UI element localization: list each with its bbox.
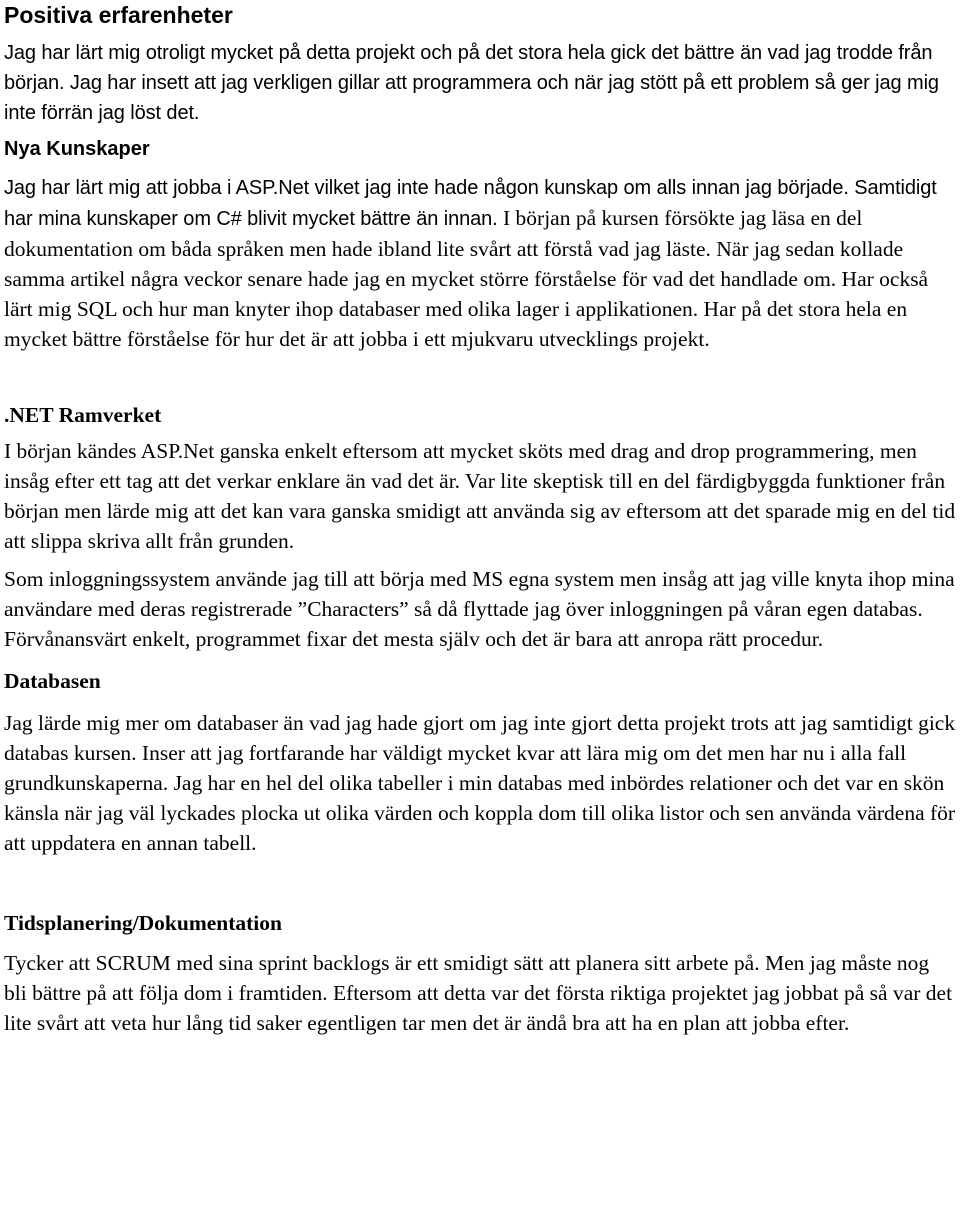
paragraph-nya-kunskaper-serif-part: I början på kursen försökte jag läsa en del dokumentation om båda språken men hade ibland lite svårt att förstå vad jag läste. När jag sedan kollade samma artikel några veckor senare hade jag en mycket större förståelse för vad det handlade om. Har också lärt mig SQL och hur man knyter ihop databaser med olika lager i applikationen. Har på det stora hela en mycket bättre förståelse för hur det är att jobba i ett mjukvaru utvecklings projekt.	[4, 206, 929, 351]
paragraph-nya-kunskaper-sans-part: Jag har lärt mig att jobba i ASP.Net vilket jag inte hade någon kunskap om alls innan jag började. Samtidigt har mina kunskaper om C# blivit mycket bättre än innan.	[4, 177, 937, 230]
heading-databasen: Databasen	[4, 669, 101, 693]
heading-net-ramverket: .NET Ramverket	[4, 403, 162, 427]
paragraph-inloggning: Som inloggningssystem använde jag till att börja med MS egna system men insåg att jag ville knyta ihop mina användare med deras registrerade ”Characters” så då flyttade jag över inloggningen på våran egen databas. Förvånansvärt enkelt, programmet fixar det mesta själv och det är bara att anropa rätt procedur.	[4, 567, 955, 651]
document-page	[4, 0, 956, 1038]
paragraph-net-ramverket: I början kändes ASP.Net ganska enkelt eftersom att mycket sköts med drag and drop programmering, men insåg efter ett tag att det verkar enklare än vad det är. Var lite skeptisk till en del färdigbyggda funktioner från början men lärde mig att det kan vara ganska smidigt att använda sig av eftersom att det sparade mig en del tid att slippa skriva allt från grunden.	[4, 439, 956, 553]
paragraph-databasen: Jag lärde mig mer om databaser än vad jag hade gjort om jag inte gjort detta projekt trots att jag samtidigt gick databas kursen. Inser att jag fortfarande har väldigt mycket kvar att lära mig om det men har nu i alla fall grundkunskaperna. Jag har en hel del olika tabeller i min databas med inbördes relationer och det var en skön känsla när jag väl lyckades plocka ut olika värden och koppla dom till olika listor och sen använda värdena för att uppdatera en annan tabell.	[4, 711, 956, 855]
heading-tidsplanering: Tidsplanering/Dokumentation	[4, 911, 282, 935]
heading-positiva-erfarenheter: Positiva erfarenheter	[4, 2, 233, 28]
paragraph-tidsplanering: Tycker att SCRUM med sina sprint backlogs är ett smidigt sätt att planera sitt arbete på. Men jag måste nog bli bättre på att följa dom i framtiden. Eftersom att detta var det första riktiga projektet jag jobbat på så var det lite svårt att veta hur lång tid saker egentligen tar men det är ändå bra att ha en plan att jobba efter.	[4, 951, 953, 1035]
heading-nya-kunskaper: Nya Kunskaper	[4, 138, 150, 160]
paragraph-positiva-erfarenheter: Jag har lärt mig otroligt mycket på detta projekt och på det stora hela gick det bättre än vad jag trodde från början. Jag har insett att jag verkligen gillar att programmera och när jag stött på ett problem så ger jag mig inte förrän jag löst det.	[4, 42, 939, 124]
paragraph-nya-kunskaper	[4, 172, 956, 354]
